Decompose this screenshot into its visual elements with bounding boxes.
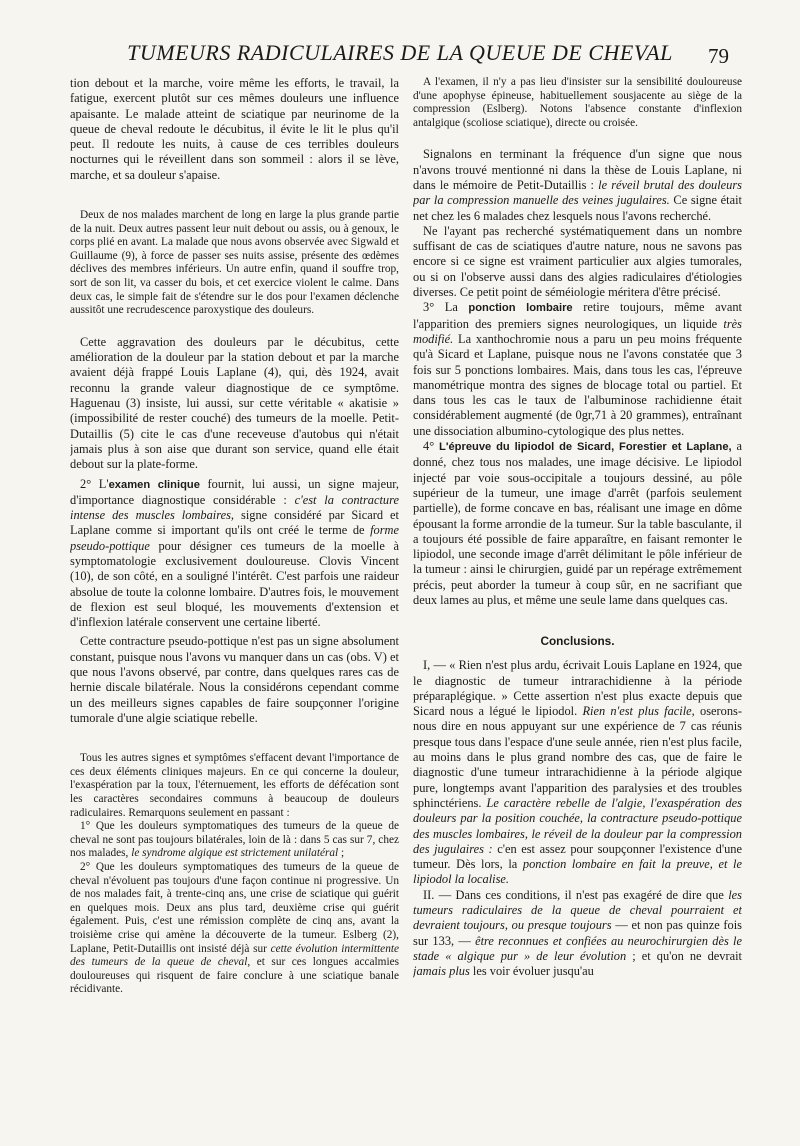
italic-text: cette évolution intermittente des tumeurs de la queue de cheval, — [70, 942, 399, 969]
italic-text: Rien n'est plus facile, — [582, 704, 695, 719]
bold-text: ponction lombaire — [468, 302, 573, 315]
text-run: pour désigner ces tumeurs de la moelle à symptomatologie exclusivement douloureuse. Clovis Vincent (10), de son côté, en a souligné l'intérêt. C'est parfois une raideur absolue de toute la colonne lombaire. D'autres fois, le mouvement de flexion est seul bloqué, les mouvements d'extension et d'inflexion latérale conservent une certaine liberté. — [70, 538, 399, 630]
text-run: 2° L' — [80, 476, 109, 491]
paragraph — [70, 861, 399, 997]
paragraph — [70, 335, 399, 473]
running-title: TUMEURS RADICULAIRES DE LA QUEUE DE CHEVAL — [127, 40, 673, 65]
paragraph — [70, 477, 399, 631]
paragraph — [70, 752, 399, 820]
page-number: 79 — [708, 44, 729, 68]
text-run: 3° La — [423, 300, 469, 315]
paragraph — [413, 658, 742, 887]
text-run: Ne l'ayant pas recherché systématiquement dans un nombre suffisant de cas de sciatiques d'autre nature, nous ne savons pas encore si ce signe est vraiment particulier aux algies tumorales, ou si on l'observe aussi dans des algies radiculaires d'étiologies diverses. Ce petit point de séméiologie méritera d'être précisé. — [413, 223, 742, 300]
text-run: signe considéré par Sicard et Laplane comme si important qu'ils ont créé le terme de — [70, 508, 399, 538]
italic-text: le réveil brutal des douleurs par la compression manuelle des veines jugulaires. — [413, 177, 742, 208]
text-run: La xanthochromie nous a paru un peu moins fréquente qu'à Sicard et Laplane, puisque nous ne l'avons constatée que 3 fois sur 5 ponctions lombaires. Mais, dans tous les cas, l'épreuve manométrique montra des signes de blocage total ou partiel. Et dans tous les cas le taux de l'albuminose rachidienne était considérablement augmenté (de 0gr,71 à 20 grammes), entraînant une dissociation albumino-cytologique des plus nettes. — [413, 331, 742, 438]
text-run: — et non pas quinze fois sur 133, — — [413, 918, 742, 948]
bold-text: L'épreuve du lipiodol de Sicard, Forestier et Laplane, — [439, 441, 732, 454]
text-run: Cette contracture pseudo-pottique n'est pas un signe absolument constant, puisque nous l'avons vu manquer dans un cas (obs. V) et que nous l'avons observé, par contre, dans quelques rares cas de hernie discale bilatérale. Nous la considérons cependant comme un des meilleurs signes capables de faire soupçonner l'origine tumorale d'une algie sciatique rebelle. — [70, 634, 399, 725]
text-run: tion debout et la marche, voire même les efforts, le travail, la fatigue, exercent plutôt sur ces mêmes douleurs une influence apaisante. Le malade atteint de sciatique par neurinome de la queue de cheval redoute le décubitus, il évite le lit le plus qu'il peut. Il redoute les nuits, à cause de ces terribles douleurs nocturnes qui le réveillent dans son sommeil : alors il se lève, marche, et sa douleur s'apaise. — [70, 76, 399, 182]
paragraph — [70, 634, 399, 726]
text-run: Tous les autres signes et symptômes s'effacent devant l'importance de ces deux éléments cliniques majeurs. En ce qui concerne la douleur, l'exaspération par la toux, l'éternuement, les efforts de défécation sont les caractères secondaires communs à beaucoup de douleurs radiculaires. Remarquons seulement en passant : — [70, 752, 399, 819]
italic-text: c'est la contracture intense des muscles lombaires, — [70, 492, 399, 523]
paragraph — [413, 888, 742, 980]
italic-text: être reconnues et confiées au neurochirurgien dès le stade « algique pur » de leur évolution — [413, 933, 742, 963]
text-run: ; — [338, 847, 345, 860]
italic-text: le syndrome algique est strictement unilatéral — [131, 847, 339, 860]
column-left — [70, 76, 399, 1136]
text-run: Deux de nos malades marchent de long en large la plus grande partie de la nuit. Deux autres passent leur nuit debout ou assis, ou à genoux, le corps plié en avant. La malade que nous avons observée avec Sigwald et Guillaume (9), à force de passer ses nuits assise, présente des œdèmes déclives des membres inférieurs. Un autre enfin, quand il souffre trop, sort de son lit, va casser du bois, et cet exercice violent le calme. Dans deux cas, le simple fait de s'étendre sur le dos pour l'examen déclenche aussitôt une recrudescence paroxystique des douleurs. — [70, 209, 399, 317]
text-run: les voir évoluer jusqu'au — [469, 964, 594, 979]
italic-text: les tumeurs radiculaires de la queue de cheval pourraient et devraient toujours, ou presque toujours — [413, 887, 742, 933]
italic-text: Le caractère rebelle de l'algie, l'exaspération des douleurs par la position couchée, la contracture pseudo-pottique des muscles lombaires, le réveil de la douleur par la compression des jugulaires : — [413, 795, 742, 856]
column-right — [413, 76, 742, 1136]
paragraph — [413, 147, 742, 223]
paragraph — [70, 76, 399, 183]
text-run: 1° Que les douleurs symptomatiques des tumeurs de la queue de cheval ne sont pas toujours bilatérales, loin de là : dans 5 cas sur 7, chez nos malades, — [70, 820, 399, 860]
bold-text: examen clinique — [108, 478, 200, 491]
text-run: fournit, lui aussi, un signe majeur, d'importance diagnostique considérable : — [70, 476, 399, 507]
text-run: II. — Dans ces conditions, il n'est pas exagéré de dire que — [423, 887, 729, 902]
text-run: I, — « Rien n'est plus ardu, écrivait Louis Laplane en 1924, que le diagnostic de tumeur intrarachidienne à la période préparaplégique. » Cette assertion n'est plus exacte depuis que Sicard nous a légué le lipiodol. — [413, 658, 742, 719]
paragraph — [70, 820, 399, 861]
paragraph — [413, 300, 742, 439]
italic-text: jamais plus — [413, 964, 470, 979]
text-run: 2° Que les douleurs symptomatiques des tumeurs de la queue de cheval n'évoluent pas toujours d'une façon continue ni progressive. Un de nos malades fait, à trente-cinq ans, une crise de sciatique qui guérit en quelques mois. Deux ans plus tard, deuxième crise qui guérit également. Puis, c'est une rémission complète de cinq ans, avant la troisième crise qui amène la découverte de la tumeur. Eslberg (2), Laplane, Petit-Dutaillis ont insisté déjà sur — [70, 861, 399, 955]
text-run: Conclusions. — [540, 634, 615, 649]
text-run: Cette aggravation des douleurs par le décubitus, cette amélioration de la douleur par la station debout et par la marche avaient déjà frappé Louis Laplane (4), qui, dès 1924, avait reconnu la grande valeur diagnostique de ce symptôme. Haguenau (3) insiste, lui aussi, sur cette véritable « akatisie » (impossibilité de rester couché) des tumeurs de la moelle. Petit-Dutaillis (5) cite le cas d'une receveuse d'autobus qui n'était jamais plus à son aise que durant son service, quand elle était debout sur la plate-forme. — [70, 334, 399, 472]
italic-text: très modifié. — [413, 316, 742, 346]
paragraph — [70, 209, 399, 318]
paragraph — [413, 224, 742, 300]
text-run: A l'examen, il n'y a pas lieu d'insister sur la sensibilité douloureuse d'une apophyse épineuse, habituellement sousjacente au siège de la compression (Eslberg). Notons l'absence constante d'inflexion antalgique (scoliose sciatique), directe ou croisée. — [413, 76, 742, 129]
section-heading — [413, 634, 742, 648]
paragraph — [413, 439, 742, 608]
italic-text: ponction lombaire en fait la preuve, et le lipiodol la localise. — [413, 857, 742, 887]
text-run: a donné, chez tous nos malades, une image décisive. Le lipiodol injecté par voie sous-occipitale a toujours dessiné, au pôle supérieur de la tumeur, une image d'arrêt (parfois seulement partielle), de forme concave en bas, réalisant une image en dôme épousant la forme arrondie de la tumeur. Sur la table basculante, il a toujours été possible de faire apparaître, en faisant remonter le lipiodol, une seconde image d'arrêt délimitant le pôle inférieur de la tumeur : ainsi le chirurgien, guidé par un repérage extrêmement précis, peut aborder la tumeur à coup sûr, en ne sacrifiant que deux lames au plus, et même une seule lame dans quelques cas. — [413, 439, 742, 607]
text-run: ; et qu'on ne devrait — [626, 948, 742, 963]
text-run: retire toujours, même avant l'apparition des premiers signes neurologiques, un liquide — [413, 300, 742, 331]
text-run: c'en est assez pour soupçonner l'existence d'une tumeur. Dès lors, la — [413, 841, 742, 872]
text-run: 4° — [423, 439, 439, 454]
text-run: Ce signe était net chez les 6 malades chez lesquels nous l'avons recherché. — [413, 193, 742, 223]
text-run: et sur ces longues accalmies douloureuses qui risquent de faire conclure à une sciatique banale récidivante. — [70, 956, 399, 996]
text-run: Signalons en terminant la fréquence d'un signe que nous n'avons trouvé mentionné ni dans la thèse de Louis Laplane, ni dans le mémoire de Petit-Dutaillis : — [413, 147, 742, 192]
text-run: oserons-nous dire en nous appuyant sur une expérience de 7 cas réunis presque tous dans l'espace d'une seule année, rien n'est plus facile, au moins dans le plus grand nombre des cas, que de faire le diagnostic d'une tumeur intrarachidienne à la période algique pure, longtemps avant l'apparition des paralysies et des troubles sphinctériens. — [413, 704, 742, 810]
italic-text: forme pseudo-pottique — [70, 523, 399, 553]
paragraph — [413, 76, 742, 130]
